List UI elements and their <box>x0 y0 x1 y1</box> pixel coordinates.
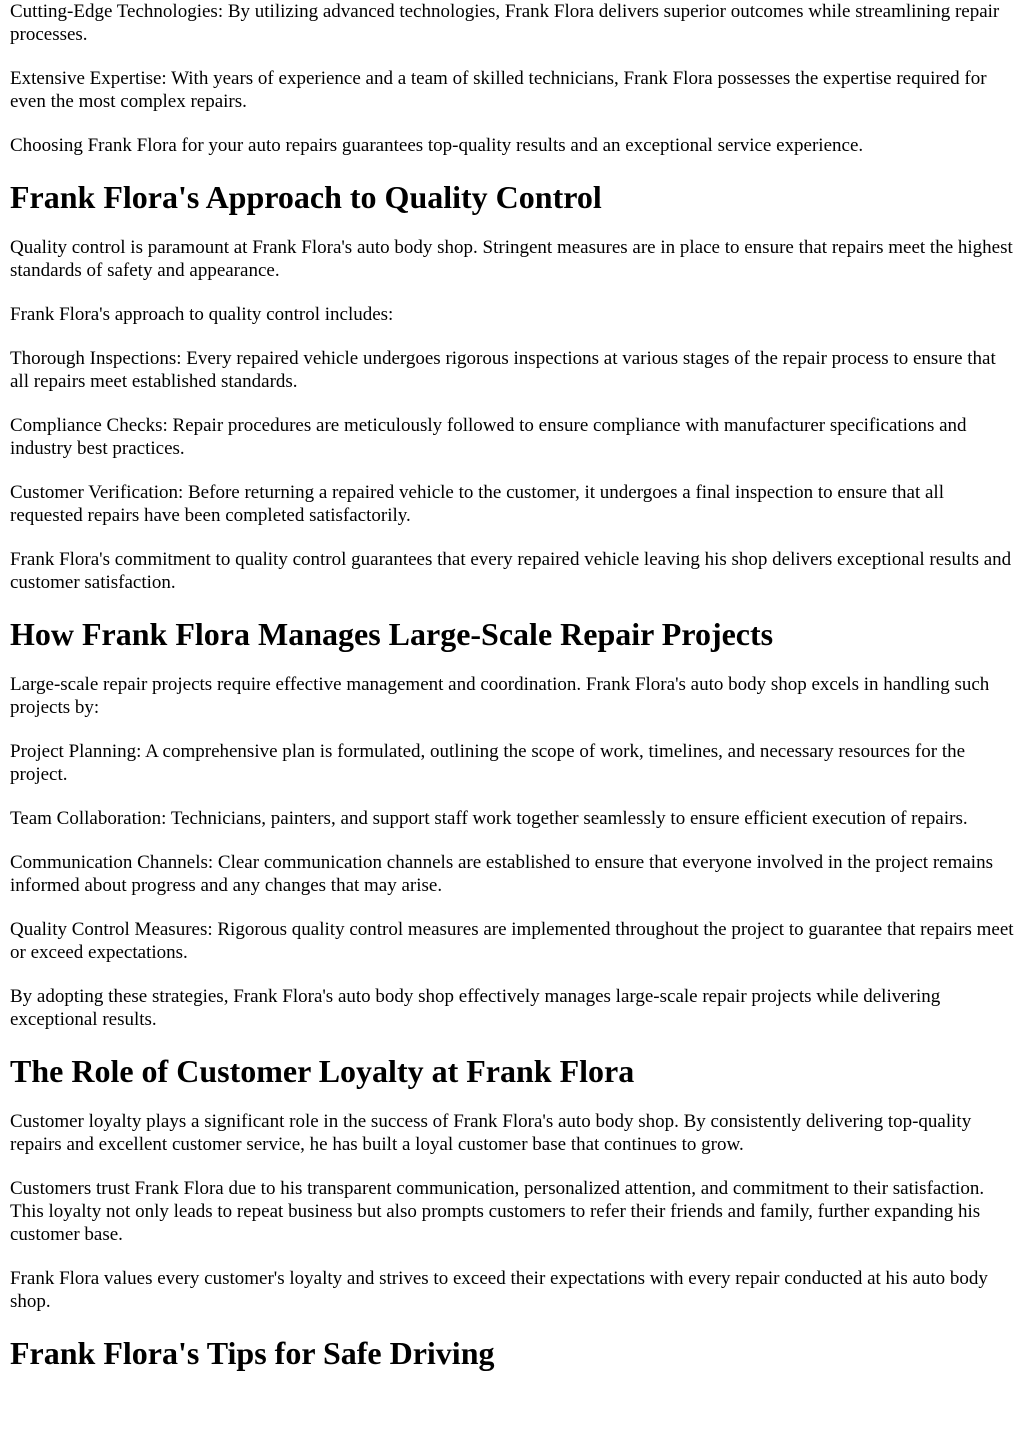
heading-customer-loyalty: The Role of Customer Loyalty at Frank Flora <box>10 1053 635 1089</box>
heading-safe-driving-tips: Frank Flora's Tips for Safe Driving <box>10 1335 495 1371</box>
heading-quality-control: Frank Flora's Approach to Quality Control <box>10 179 602 215</box>
paragraph-customers-trust: Customers trust Frank Flora due to his transparent communication, personalized attention, and commitment to their satisfaction. This loyalty not only leads to repeat business but also prompts customers to refer their friends and family, further expanding his customer base. <box>10 1178 985 1245</box>
paragraph-communication-channels: Communication Channels: Clear communication channels are established to ensure that everyone involved in the project remains informed about progress and any changes that may arise. <box>10 852 993 896</box>
paragraph-compliance-checks: Compliance Checks: Repair procedures are meticulously followed to ensure compliance with manufacturer specifications and industry best practices. <box>10 415 967 459</box>
paragraph-customer-verification: Customer Verification: Before returning a repaired vehicle to the customer, it undergoes a final inspection to ensure that all requested repairs have been completed satisfactorily. <box>10 482 944 526</box>
paragraph-project-planning: Project Planning: A comprehensive plan is formulated, outlining the scope of work, timelines, and necessary resources for the project. <box>10 741 966 785</box>
paragraph-cutting-edge-technologies: Cutting-Edge Technologies: By utilizing advanced technologies, Frank Flora delivers superior outcomes while streamlining repair processes. <box>10 1 1000 45</box>
paragraph-loyalty-role: Customer loyalty plays a significant role in the success of Frank Flora's auto body shop. By consistently delivering top-quality repairs and excellent customer service, he has built a loyal customer base that continues to grow. <box>10 1111 972 1155</box>
paragraph-team-collaboration: Team Collaboration: Technicians, painters, and support staff work together seamlessly to ensure efficient execution of repairs. <box>10 808 968 829</box>
paragraph-values-loyalty: Frank Flora values every customer's loyalty and strives to exceed their expectations with every repair conducted at his auto body shop. <box>10 1268 988 1312</box>
heading-large-scale-projects: How Frank Flora Manages Large-Scale Repair Projects <box>10 616 774 652</box>
paragraph-adopting-strategies: By adopting these strategies, Frank Flora's auto body shop effectively manages large-scale repair projects while delivering exceptional results. <box>10 986 941 1030</box>
paragraph-thorough-inspections: Thorough Inspections: Every repaired vehicle undergoes rigorous inspections at various stages of the repair process to ensure that all repairs meet established standards. <box>10 348 996 392</box>
paragraph-quality-control-measures: Quality Control Measures: Rigorous quality control measures are implemented throughout the project to guarantee that repairs meet or exceed expectations. <box>10 919 1014 963</box>
paragraph-quality-commitment: Frank Flora's commitment to quality control guarantees that every repaired vehicle leaving his shop delivers exceptional results and customer satisfaction. <box>10 549 1012 593</box>
paragraph-quality-control-includes: Frank Flora's approach to quality control includes: <box>10 304 394 325</box>
paragraph-large-scale-intro: Large-scale repair projects require effective management and coordination. Frank Flora's auto body shop excels in handling such projects by: <box>10 674 990 718</box>
paragraph-quality-control-intro: Quality control is paramount at Frank Flora's auto body shop. Stringent measures are in place to ensure that repairs meet the highest standards of safety and appearance. <box>10 237 1013 281</box>
paragraph-extensive-expertise: Extensive Expertise: With years of experience and a team of skilled technicians, Frank Flora possesses the expertise required for even the most complex repairs. <box>10 68 987 112</box>
paragraph-choosing-frank-flora: Choosing Frank Flora for your auto repairs guarantees top-quality results and an exceptional service experience. <box>10 135 864 156</box>
